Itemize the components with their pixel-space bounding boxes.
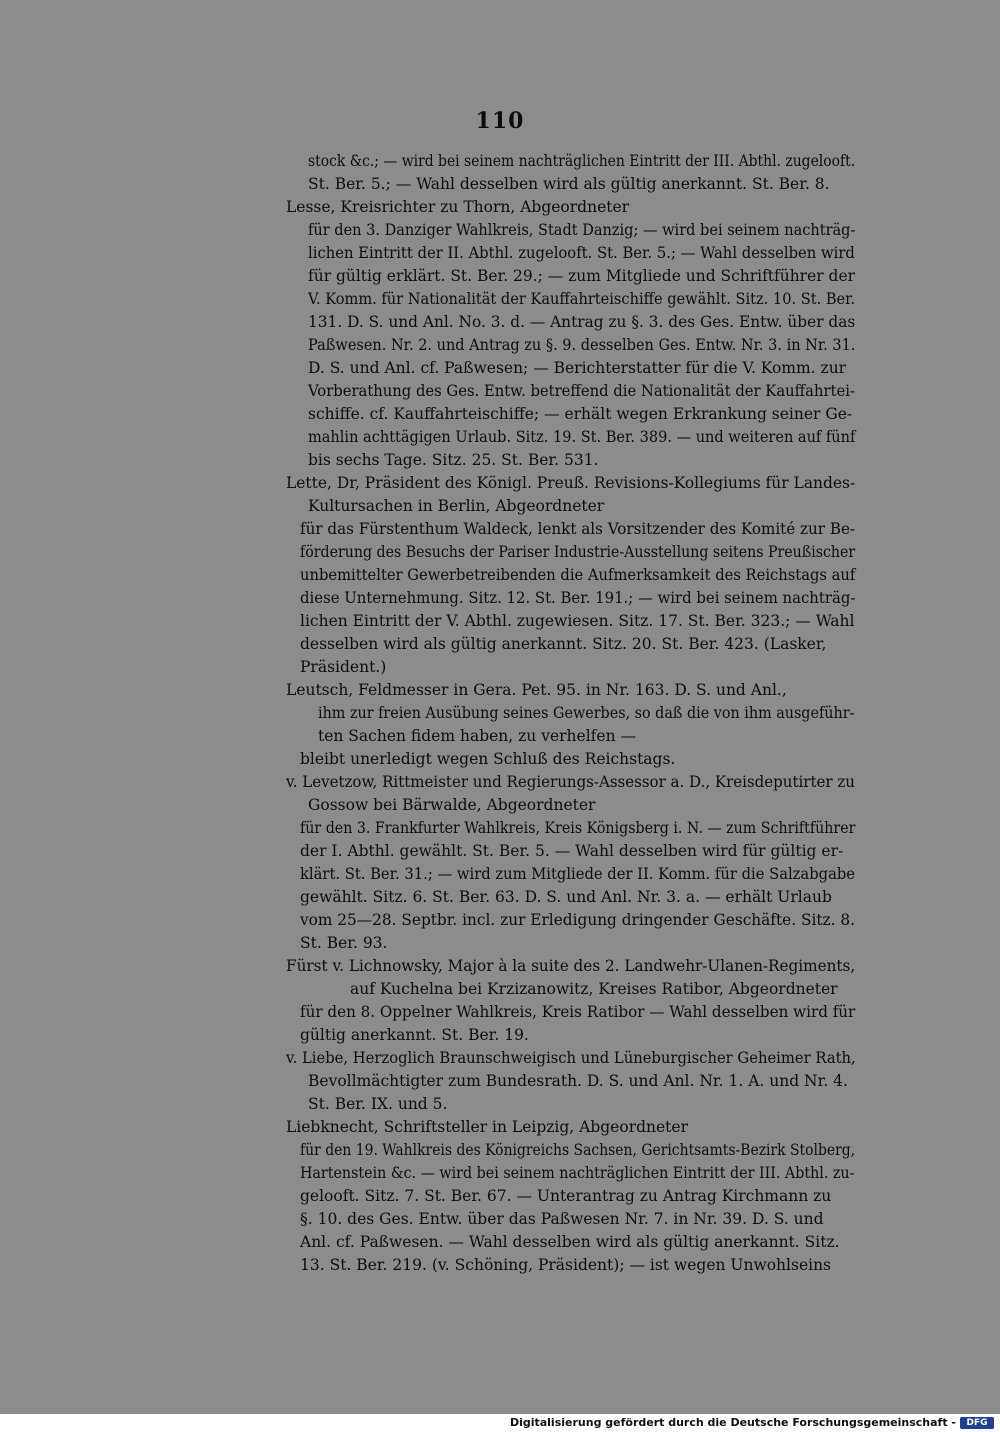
- text-line: bleibt unerledigt wegen Schluß des Reichstags.: [300, 750, 676, 768]
- text-line: Gossow bei Bärwalde, Abgeordneter: [308, 796, 596, 814]
- entry-heading-line: v. Levetzow, Rittmeister und Regierungs-Assessor a. D., Kreisdeputirter zu: [286, 773, 855, 791]
- text-line: Vorberathung des Ges. Entw. betreffend die Nationalität der Kauffahrtei-: [308, 382, 855, 400]
- text-line: schiffe. cf. Kauffahrteischiffe; — erhält wegen Erkrankung seiner Ge-: [308, 405, 853, 423]
- text-line: St. Ber. 5.; — Wahl desselben wird als gültig anerkannt. St. Ber. 8.: [308, 175, 830, 193]
- text-line: der I. Abthl. gewählt. St. Ber. 5. — Wahl desselben wird für gültig er-: [300, 842, 844, 860]
- entry-heading-line: Fürst v. Lichnowsky, Major à la suite des 2. Landwehr-Ulanen-Regiments,: [286, 957, 856, 975]
- text-line: V. Komm. für Nationalität der Kauffahrteischiffe gewählt. Sitz. 10. St. Ber.: [308, 290, 856, 308]
- text-line: vom 25—28. Septbr. incl. zur Erledigung dringender Geschäfte. Sitz. 8.: [300, 911, 855, 929]
- dfg-logo: DFG: [960, 1417, 994, 1429]
- funding-notice: Digitalisierung gefördert durch die Deutsche Forschungsgemeinschaft -: [509, 1416, 956, 1429]
- entry-heading-line: Lesse, Kreisrichter zu Thorn, Abgeordneter: [286, 198, 630, 216]
- footer-bar: [0, 1414, 1000, 1432]
- text-line: stock &c.; — wird bei seinem nachträglichen Eintritt der III. Abthl. zugelooft.: [308, 152, 856, 170]
- text-line: Kultursachen in Berlin, Abgeordneter: [308, 497, 605, 515]
- text-line: Hartenstein &c. — wird bei seinem nachträglichen Eintritt der III. Abthl. zu-: [300, 1164, 855, 1182]
- text-line: unbemittelter Gewerbetreibenden die Aufmerksamkeit des Reichstags auf: [300, 566, 856, 584]
- text-line: Bevollmächtigter zum Bundesrath. D. S. und Anl. Nr. 1. A. und Nr. 4.: [308, 1072, 848, 1090]
- text-line: bis sechs Tage. Sitz. 25. St. Ber. 531.: [308, 451, 599, 469]
- entry-heading-line: Lette, Dr, Präsident des Königl. Preuß. Revisions-Kollegiums für Landes-: [286, 474, 856, 492]
- text-line: für den 8. Oppelner Wahlkreis, Kreis Ratibor — Wahl desselben wird für: [300, 1003, 856, 1021]
- text-line: St. Ber. IX. und 5.: [308, 1095, 448, 1113]
- text-line: Anl. cf. Paßwesen. — Wahl desselben wird als gültig anerkannt. Sitz.: [300, 1233, 840, 1251]
- text-line: auf Kuchelna bei Krzizanowitz, Kreises Ratibor, Abgeordneter: [350, 980, 838, 998]
- text-line: mahlin achttägigen Urlaub. Sitz. 19. St. Ber. 389. — und weiteren auf fünf: [308, 428, 856, 446]
- text-line: lichen Eintritt der V. Abthl. zugewiesen. Sitz. 17. St. Ber. 323.; — Wahl: [300, 612, 855, 630]
- entry-heading-line: Liebknecht, Schriftsteller in Leipzig, Abgeordneter: [286, 1118, 688, 1136]
- text-line: für den 19. Wahlkreis des Königreichs Sachsen, Gerichtsamts-Bezirk Stolberg,: [300, 1141, 856, 1159]
- text-line: gelooft. Sitz. 7. St. Ber. 67. — Unterantrag zu Antrag Kirchmann zu: [300, 1187, 832, 1205]
- text-line: für das Fürstenthum Waldeck, lenkt als Vorsitzender des Komité zur Be-: [300, 520, 856, 538]
- text-line: St. Ber. 93.: [300, 934, 388, 952]
- text-line: lichen Eintritt der II. Abthl. zugelooft. St. Ber. 5.; — Wahl desselben wird: [308, 244, 855, 262]
- text-line: für den 3. Danziger Wahlkreis, Stadt Danzig; — wird bei seinem nachträg-: [308, 221, 856, 239]
- text-line: förderung des Besuchs der Pariser Industrie-Ausstellung seitens Preußischer: [300, 543, 856, 561]
- text-line: Paßwesen. Nr. 2. und Antrag zu §. 9. desselben Ges. Entw. Nr. 3. in Nr. 31.: [308, 336, 856, 354]
- text-line: desselben wird als gültig anerkannt. Sitz. 20. St. Ber. 423. (Lasker,: [300, 635, 827, 653]
- entry-heading-line: Leutsch, Feldmesser in Gera. Pet. 95. in Nr. 163. D. S. und Anl.,: [286, 681, 787, 699]
- text-line: §. 10. des Ges. Entw. über das Paßwesen Nr. 7. in Nr. 39. D. S. und: [300, 1210, 824, 1228]
- text-line: für den 3. Frankfurter Wahlkreis, Kreis Königsberg i. N. — zum Schriftführer: [300, 819, 856, 837]
- text-line: gültig anerkannt. St. Ber. 19.: [300, 1026, 529, 1044]
- text-line: D. S. und Anl. cf. Paßwesen; — Berichterstatter für die V. Komm. zur: [308, 359, 847, 377]
- text-line: klärt. St. Ber. 31.; — wird zum Mitgliede der II. Komm. für die Salzabgabe: [300, 865, 855, 883]
- text-line: ihm zur freien Ausübung seines Gewerbes, so daß die von ihm ausgeführ-: [318, 704, 855, 722]
- text-line: 131. D. S. und Anl. No. 3. d. — Antrag zu §. 3. des Ges. Entw. über das: [308, 313, 856, 331]
- text-line: für gültig erklärt. St. Ber. 29.; — zum Mitgliede und Schriftführer der: [308, 267, 855, 285]
- entry-heading-line: v. Liebe, Herzoglich Braunschweigisch und Lüneburgischer Geheimer Rath,: [286, 1049, 856, 1067]
- page-number: 110: [475, 108, 525, 134]
- text-line: diese Unternehmung. Sitz. 12. St. Ber. 191.; — wird bei seinem nachträg-: [300, 589, 856, 607]
- text-line: 13. St. Ber. 219. (v. Schöning, Präsident); — ist wegen Unwohlseins: [300, 1256, 832, 1274]
- text-line: ten Sachen fidem haben, zu verhelfen —: [318, 727, 636, 745]
- text-line: Präsident.): [300, 658, 387, 676]
- text-line: gewählt. Sitz. 6. St. Ber. 63. D. S. und Anl. Nr. 3. a. — erhält Urlaub: [300, 888, 832, 906]
